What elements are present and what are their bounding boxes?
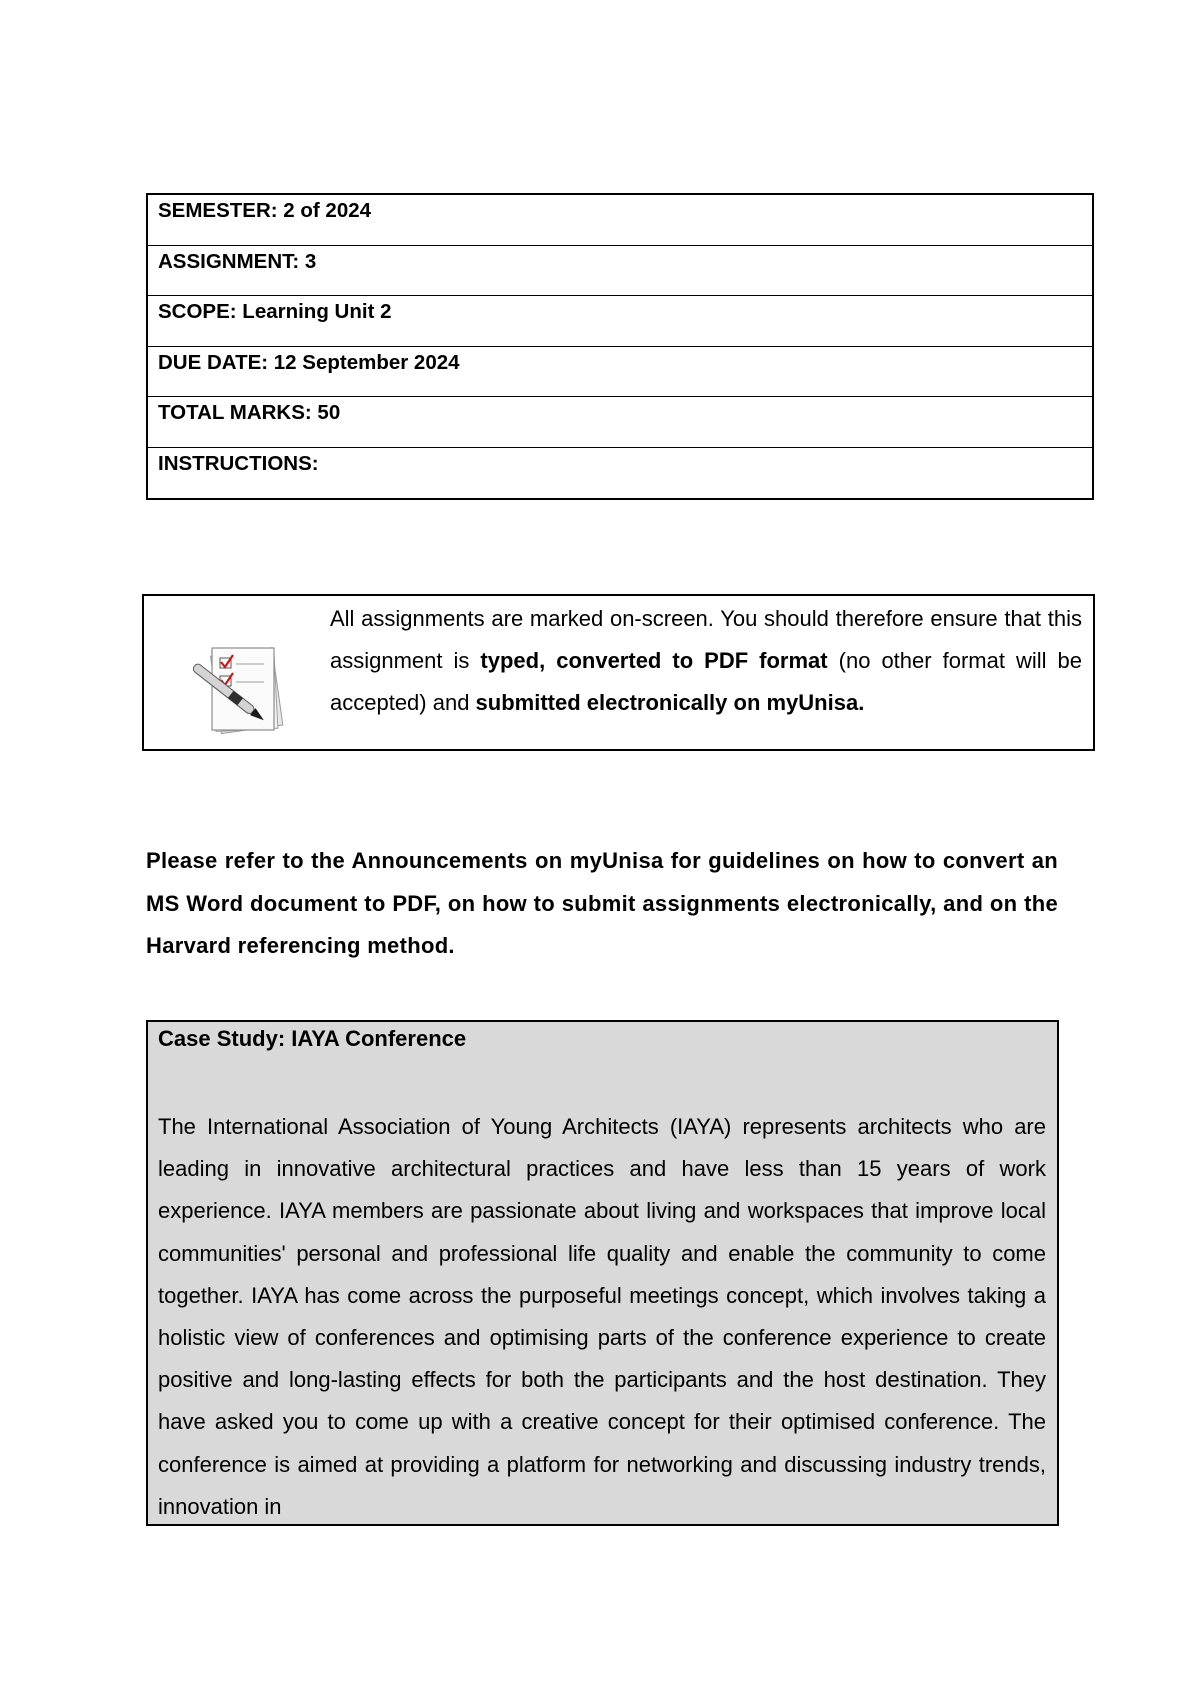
total-marks-row: TOTAL MARKS: 50 (148, 397, 1092, 448)
case-study-box (146, 1020, 1059, 1526)
notice-text-part-1: All assignments are marked on-screen. You should therefore ensure that this assignment is (330, 606, 1082, 673)
notice-bold-pdf-format: typed, converted to PDF format (480, 648, 828, 673)
notice-bold-submitted: submitted electronically on myUnisa. (475, 690, 865, 715)
checklist-pen-icon (184, 638, 294, 743)
scope-row: SCOPE: Learning Unit 2 (148, 296, 1092, 347)
case-study-title: Case Study: IAYA Conference (158, 1026, 467, 1051)
notice-text (330, 598, 1082, 724)
due-date-row: DUE DATE: 12 September 2024 (148, 347, 1092, 398)
assignment-row: ASSIGNMENT: 3 (148, 246, 1092, 297)
semester-row: SEMESTER: 2 of 2024 (148, 195, 1092, 246)
instructions-row: INSTRUCTIONS: (158, 451, 319, 475)
submission-notice-box (142, 594, 1095, 751)
case-study-body: The International Association of Young Architects (IAYA) represents architects who are leading in innovative architectural practices and have less than 15 years of work experience. IAYA members are passionate about living and workspaces that improve local communities' personal and professional life quality and enable the community to come together. IAYA has come across the purposeful meetings concept, which involves taking a holistic view of conferences and optimising parts of the conference experience to create positive and long-lasting effects for both the participants and the host destination. They have asked you to come up with a creative concept for their optimised conference. The conference is aimed at providing a platform for networking and discussing industry trends, innovation in (158, 1114, 1046, 1519)
guidelines-paragraph: Please refer to the Announcements on myUnisa for guidelines on how to convert an MS Word document to PDF, on how to submit assignments electronically, and on the Harvard referencing method. (146, 848, 1058, 958)
assignment-info-table (146, 193, 1094, 500)
notice-text-part-2: (no other format will be accepted) and (330, 648, 1082, 715)
